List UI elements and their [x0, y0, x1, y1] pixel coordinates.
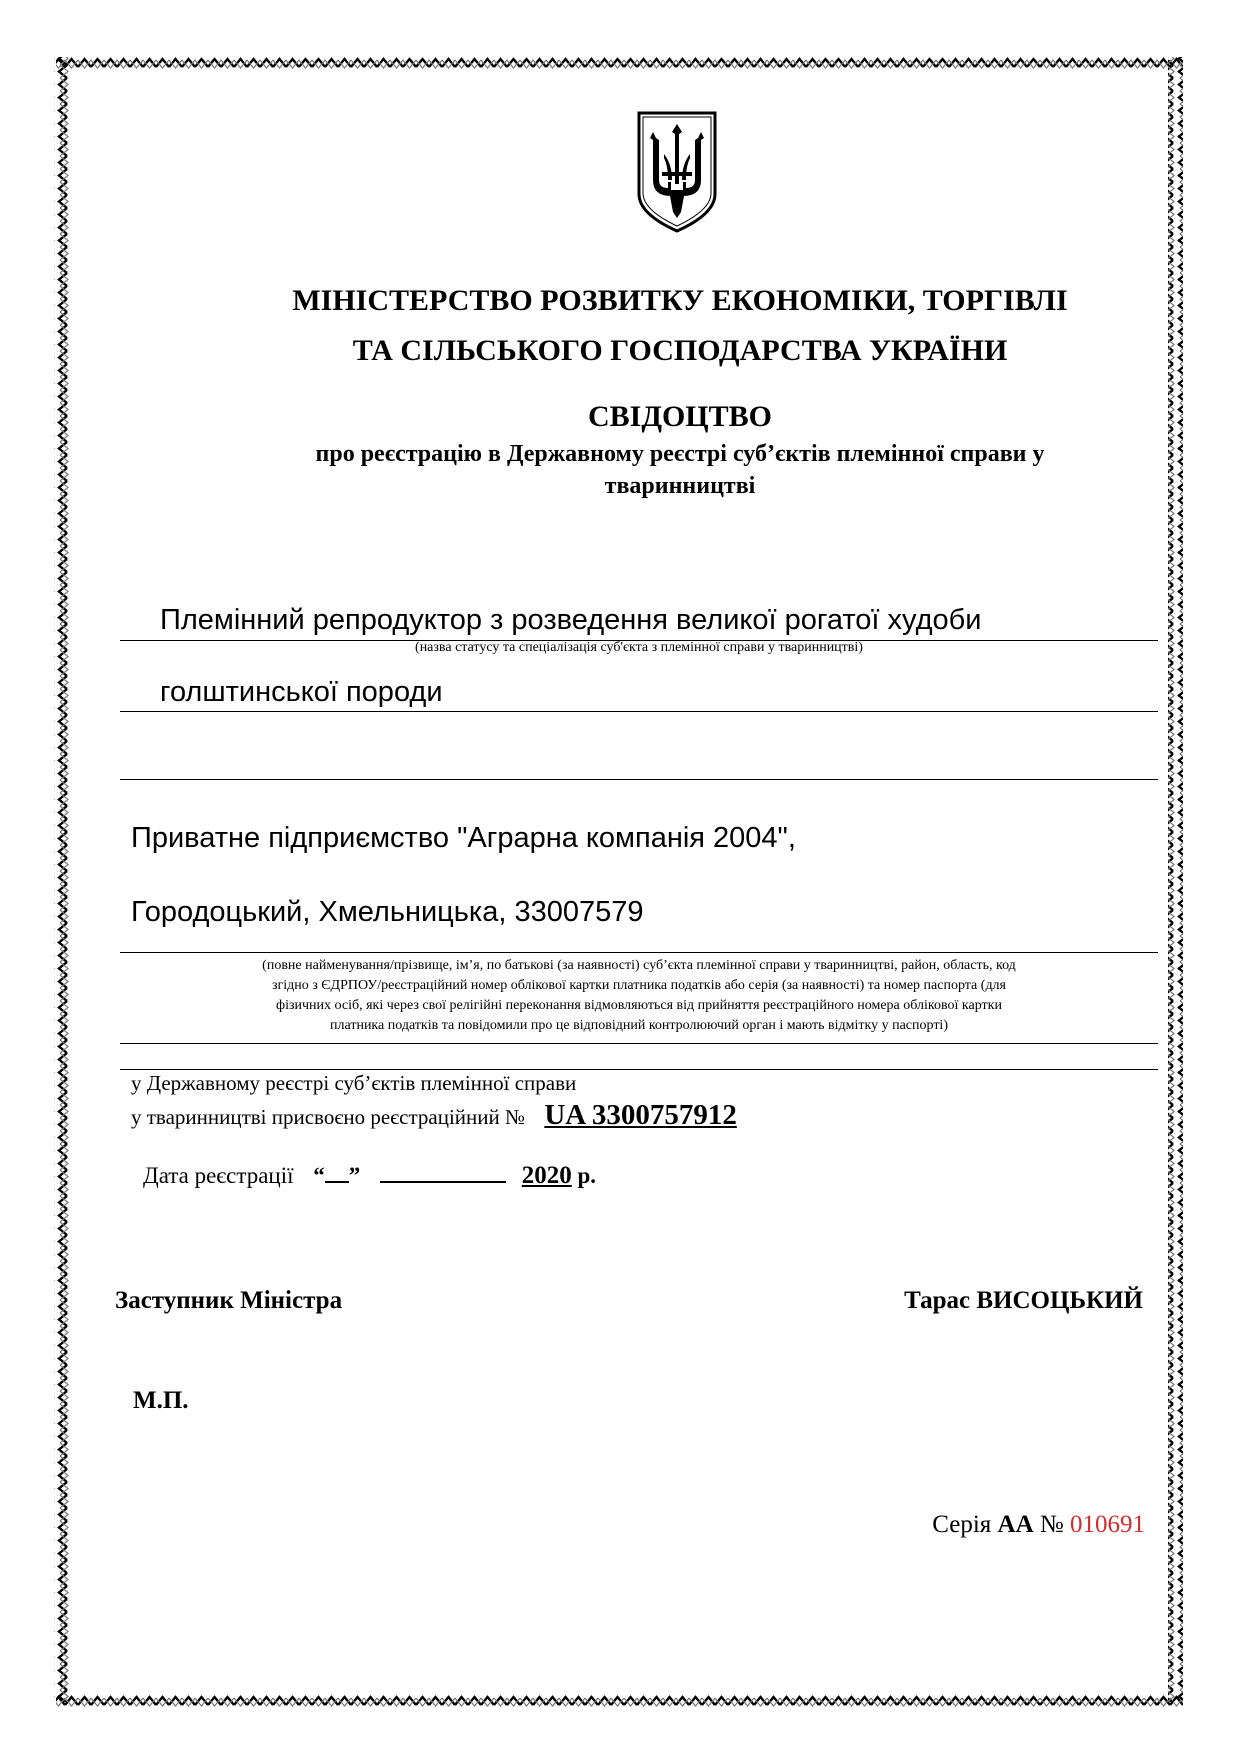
- entity-caption: [120, 956, 1158, 1036]
- series-number-sign: №: [1039, 1511, 1064, 1538]
- status-line2-rule: [120, 711, 1158, 712]
- entity-caption-line1: (повне найменування/прізвище, ім’я, по батькові (за наявності) суб’єкта племінної справи у тваринництві, район, область, код: [262, 958, 1016, 973]
- entity-rule: [120, 952, 1158, 953]
- registry-line2-text: у тваринництві присвоєно реєстраційний №: [131, 1105, 526, 1129]
- registration-date: [143, 1162, 596, 1190]
- entity-line2: Городоцький, Хмельницька, 33007579: [131, 896, 644, 928]
- date-year: 2020: [521, 1162, 572, 1189]
- status-line2: голштинської породи: [160, 676, 443, 708]
- entity-caption-rule2: [120, 1069, 1158, 1070]
- date-quote-open: “: [313, 1163, 325, 1188]
- certificate-subtitle-line1: про реєстрацію в Державному реєстрі суб’єктів племінної справи у: [315, 441, 1045, 467]
- stamp-placeholder: М.П.: [133, 1387, 189, 1414]
- registry-line2: [131, 1099, 737, 1132]
- date-quote-close: ”: [348, 1163, 361, 1188]
- entity-caption-line2: згідно з ЄДРПОУ/реєстраційний номер облікової картки платника податків або серія (за наявності) та номер паспорта (для: [271, 978, 1006, 993]
- signature-name: Тарас ВИСОЦЬКИЙ: [904, 1287, 1143, 1314]
- entity-caption-rule1: [120, 1043, 1158, 1044]
- date-day-blank: [325, 1181, 349, 1183]
- series-number: [932, 1511, 1145, 1539]
- status-line1: Племінний репродуктор з розведення великої рогатої худоби: [160, 604, 982, 636]
- status-line3-rule: [120, 779, 1158, 780]
- signature-position: Заступник Міністра: [115, 1287, 343, 1314]
- date-label: Дата реєстрації: [143, 1163, 294, 1188]
- trident-coat-of-arms-icon: [636, 110, 718, 234]
- entity-caption-line4: платника податків та повідомили про це відповідний контролюючий орган і мають відмітку у паспорті): [330, 1018, 948, 1033]
- status-caption: (назва статусу та спеціалізація суб'єкта з племінної справи у тваринництві): [415, 640, 863, 655]
- series-code: АА: [997, 1511, 1034, 1538]
- registry-line1: у Державному реєстрі суб’єктів племінної справи: [131, 1071, 577, 1095]
- ministry-name-line1: МІНІСТЕРСТВО РОЗВИТКУ ЕКОНОМІКИ, ТОРГІВЛІ: [292, 284, 1068, 317]
- registration-number: UA 3300757912: [544, 1099, 737, 1131]
- certificate-subtitle-line2: тваринництві: [604, 473, 756, 499]
- certificate-title: СВІДОЦТВО: [587, 400, 772, 433]
- series-label: Серія: [932, 1511, 992, 1538]
- entity-line1: Приватне підприємство "Аграрна компанія 2004",: [131, 822, 796, 854]
- date-month-blank: [380, 1181, 506, 1183]
- series-number-value: 010691: [1070, 1511, 1145, 1538]
- entity-caption-line3: фізичних осіб, які через свої релігійні переконання відмовляються від прийняття реєстраційного номера облікової картки: [276, 998, 1002, 1013]
- date-year-suffix: р.: [577, 1163, 597, 1188]
- ministry-name-line2: ТА СІЛЬСЬКОГО ГОСПОДАРСТВА УКРАЇНИ: [352, 334, 1008, 367]
